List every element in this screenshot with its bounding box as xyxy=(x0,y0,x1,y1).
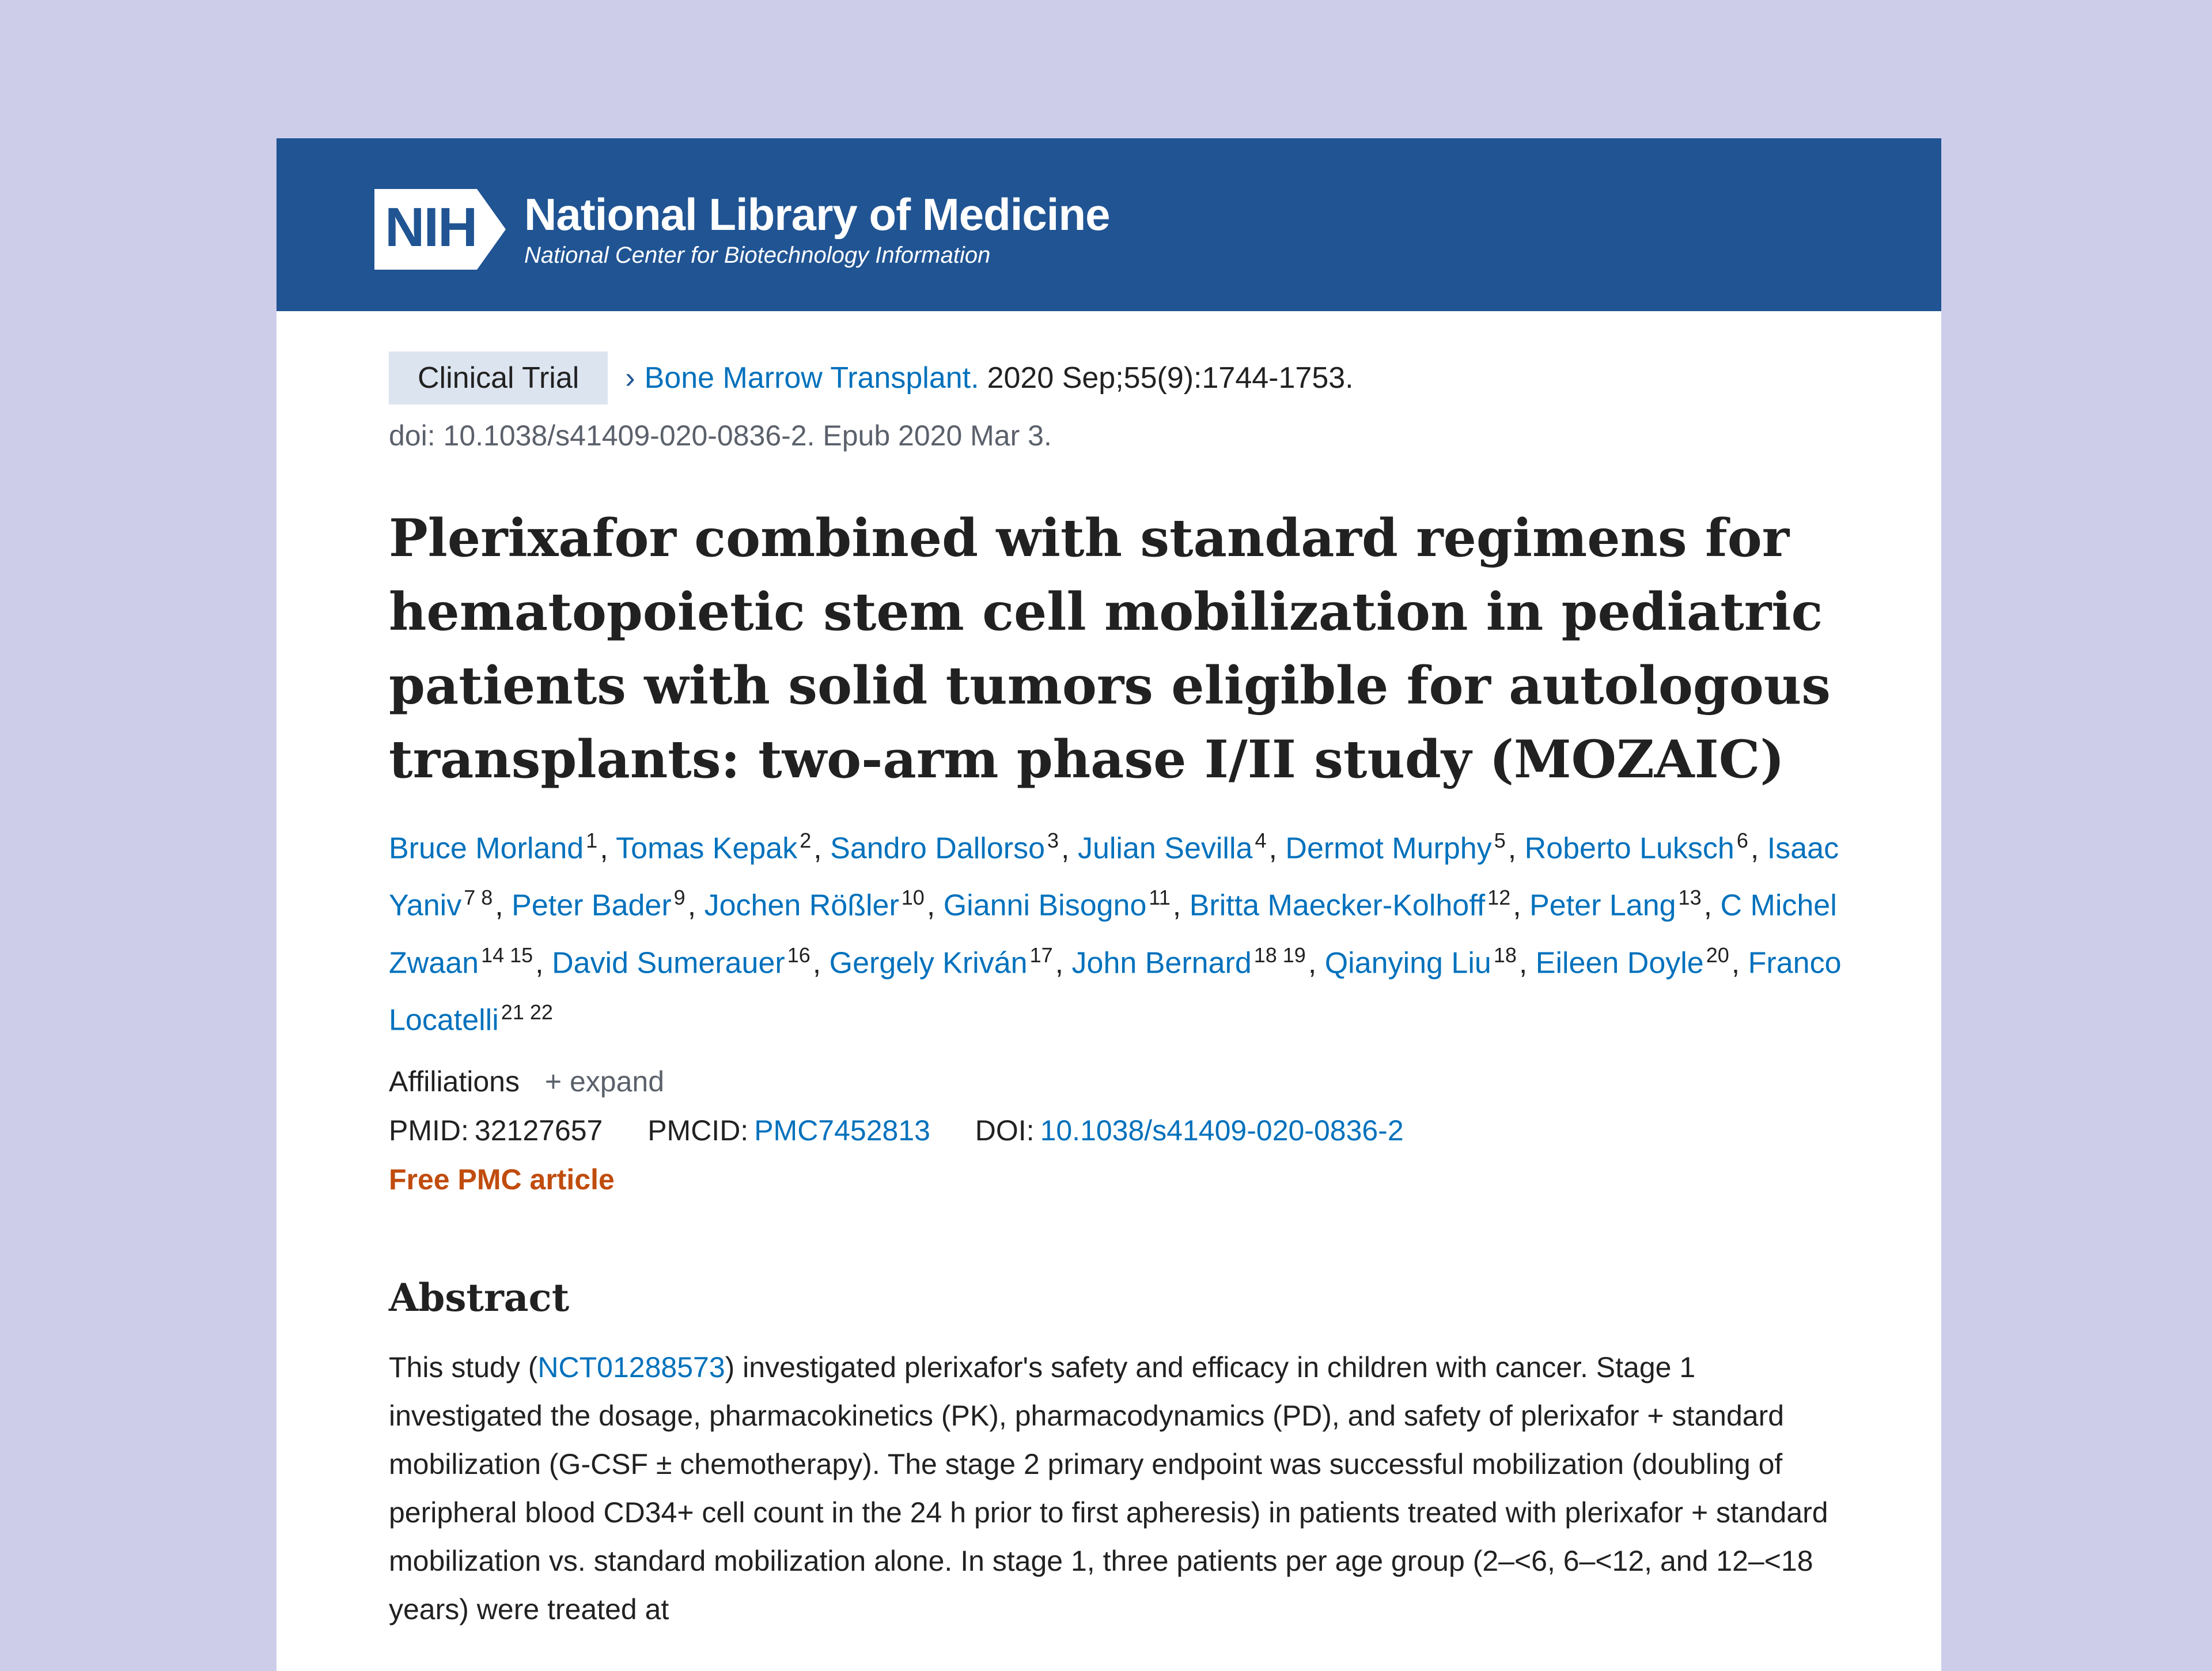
author-affiliation-number[interactable]: 6 xyxy=(1736,829,1748,852)
author-link[interactable]: Tomas Kepak xyxy=(616,831,798,865)
author-link[interactable]: John Bernard xyxy=(1071,946,1252,980)
doi-label: DOI: xyxy=(975,1114,1035,1147)
author-affiliation-number[interactable]: 4 xyxy=(1255,829,1267,852)
author-affiliation-number[interactable]: 1 xyxy=(586,829,598,852)
pmid-label: PMID: xyxy=(389,1114,469,1147)
author-affiliation-number[interactable]: 13 xyxy=(1678,886,1702,910)
article-content xyxy=(276,311,1852,1634)
author-link[interactable]: Qianying Liu xyxy=(1324,946,1491,980)
abstract-intro-after: ) investigated plerixafor's safety and efficacy in children with cancer. Stage 1 investigated the dosage, pharmacokinetics (PK), pharmacodynamics (PD), and safety of plerixafor + standard mobilization (G-CSF ± chemotherapy). The stage 2 primary endpoint was successful mobilization (doubling of peripheral blood CD34+ cell count in the 24 h prior to first apheresis) in patients treated with plerixafor + standard mobilization vs. standard mobilization alone. In stage 1, three patients per age group (2–<6, 6–<12, and 12–<18 years) were treated at xyxy=(389,1351,1828,1626)
chevron-right-icon: › xyxy=(625,361,635,395)
abstract-heading: Abstract xyxy=(389,1275,570,1321)
author-link[interactable]: Peter Lang xyxy=(1529,889,1676,923)
author-affiliation-number[interactable]: 21 22 xyxy=(501,1000,553,1024)
author-affiliation-number[interactable]: 2 xyxy=(800,829,812,852)
authors-list: Bruce Morland $^1$, Tomas Kepak $^2$, Sandro Dallorso $^3$, Julian Sevilla $^4$, Dermot Murphy $^5$, Roberto Luksch $^6$, Isaac Yaniv $^{7 8}$, Peter Bader $^9$, Jochen Rößler $^{10}$, Gianni Bisogno $^{11}$, Britta Maecker-Kolhoff $^{12}$, Peter Lang $^{13}$, C Michel Zwaan $^{14 15}$, David Sumerauer $^{16}$, Gergely Kriván $^{17}$, John Bernard $^{18 19}$, Qianying Liu $^{18}$, Eileen Doyle $^{20}$, Franco Locatelli $^{21 22}$ xyxy=(389,829,1842,1037)
expand-affiliations-button[interactable]: + expand xyxy=(544,1065,665,1098)
author-affiliation-number[interactable]: 9 xyxy=(673,886,685,910)
author-affiliation-number[interactable]: 17 xyxy=(1029,943,1053,967)
author-link[interactable]: David Sumerauer xyxy=(552,946,785,980)
pmid-value: 32127657 xyxy=(474,1114,603,1147)
author-link[interactable]: Gianni Bisogno xyxy=(943,889,1147,923)
author-link[interactable]: Jochen Rößler xyxy=(704,889,899,923)
abstract-text xyxy=(389,1343,1840,1634)
author-link[interactable]: Isaac Yaniv xyxy=(389,831,1839,923)
author-affiliation-number[interactable]: 3 xyxy=(1047,829,1059,852)
author-link[interactable]: Gergely Kriván xyxy=(829,946,1028,980)
author-link[interactable]: Dermot Murphy xyxy=(1285,831,1492,865)
affiliations-row xyxy=(389,1058,1852,1105)
author-affiliation-number[interactable]: 20 xyxy=(1706,943,1729,967)
article-title: Plerixafor combined with standard regimens for hematopoietic stem cell mobilization in pediatric patients with solid tumors eligible for autologous transplants: two-arm phase I/II study (MOZAIC) xyxy=(389,508,1831,790)
author-affiliation-number[interactable]: 7 8 xyxy=(464,886,493,910)
author-link[interactable]: C Michel Zwaan xyxy=(389,889,1837,980)
nih-logo[interactable] xyxy=(374,183,1110,275)
free-pmc-article-link[interactable]: Free PMC article xyxy=(389,1163,615,1196)
nlm-banner xyxy=(276,138,1941,311)
doi-epub-line: doi: 10.1038/s41409-020-0836-2. Epub 2020 Mar 3. xyxy=(389,419,1052,452)
author-link[interactable]: Julian Sevilla xyxy=(1077,831,1253,865)
author-affiliation-number[interactable]: 14 15 xyxy=(481,943,533,967)
author-affiliation-number[interactable]: 18 xyxy=(1493,943,1517,967)
author-affiliation-number[interactable]: 10 xyxy=(901,886,925,910)
author-link[interactable]: Eileen Doyle xyxy=(1535,946,1704,980)
pmcid-label: PMCID: xyxy=(647,1114,749,1147)
author-link[interactable]: Bruce Morland xyxy=(389,831,584,865)
author-affiliation-number[interactable]: 16 xyxy=(787,943,810,967)
publication-type-badge: Clinical Trial xyxy=(389,351,608,404)
abstract-intro-before: This study ( xyxy=(389,1351,538,1384)
author-link[interactable]: Sandro Dallorso xyxy=(830,831,1046,865)
citation-line xyxy=(389,351,1852,404)
author-link[interactable]: Franco Locatelli xyxy=(389,946,1842,1037)
nih-logo-text: NIH xyxy=(385,196,477,258)
identifiers-row xyxy=(389,1105,1852,1156)
site-title: National Library of Medicine xyxy=(524,189,1110,240)
author-affiliation-number[interactable]: 11 xyxy=(1149,886,1171,910)
site-subtitle: National Center for Biotechnology Information xyxy=(524,243,991,268)
journal-link[interactable]: Bone Marrow Transplant. xyxy=(644,361,979,395)
trial-id-link[interactable]: NCT01288573 xyxy=(537,1351,725,1384)
author-affiliation-number[interactable]: 18 19 xyxy=(1253,943,1306,967)
nih-logo-mark xyxy=(374,183,507,275)
doi-link[interactable]: 10.1038/s41409-020-0836-2 xyxy=(1040,1114,1404,1147)
author-link[interactable]: Roberto Luksch xyxy=(1524,831,1734,865)
author-affiliation-number[interactable]: 12 xyxy=(1487,886,1511,910)
article-card xyxy=(276,138,1941,1671)
author-link[interactable]: Britta Maecker-Kolhoff xyxy=(1189,889,1486,923)
author-affiliation-number[interactable]: 5 xyxy=(1494,829,1506,852)
pmcid-link[interactable]: PMC7452813 xyxy=(754,1114,930,1147)
affiliations-label: Affiliations xyxy=(389,1065,520,1098)
citation-text: 2020 Sep;55(9):1744-1753. xyxy=(987,361,1354,395)
author-link[interactable]: Peter Bader xyxy=(512,889,672,923)
